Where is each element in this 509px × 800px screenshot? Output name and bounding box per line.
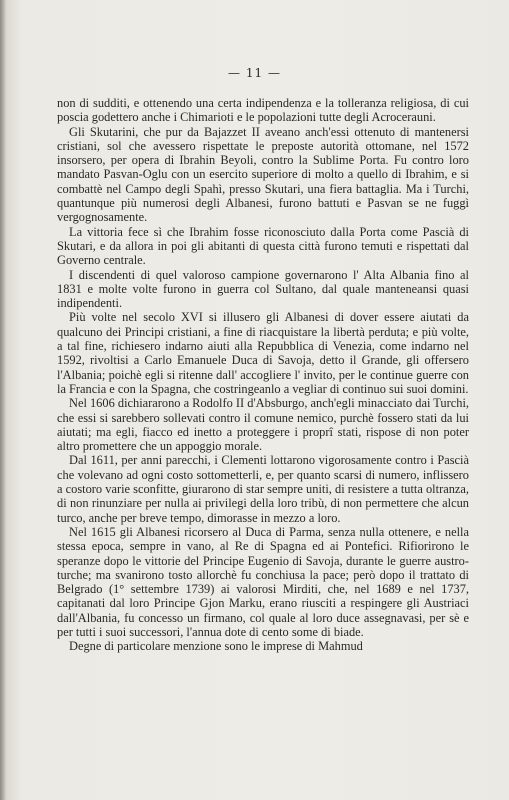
paragraph: La vittoria fece sì che Ibrahim fosse riconosciuto dalla Porta come Pascià di Skutari, e da allora in poi gli abitanti di questa città furono temuti e rispettati dal Governo centrale. [57,224,469,268]
body-text [57,96,469,654]
paragraph: non di sudditi, e ottenendo una certa indipendenza e la tolleranza religiosa, di cui poscia godettero anche i Chimarioti e le popolazioni tutte degli Acrocerauni. [57,96,469,125]
paragraph: Dal 1611, per anni parecchi, i Clementi lottarono vigorosamente contro i Pascià che volevano ad ogni costo sottometterli, e, per quanto scarsi di numero, inflissero a costoro varie sconfitte, giurarono di star sempre uniti, di resistere a tutta oltranza, di non rinunziare per nulla ai privilegi della loro tribù, di non permettere che alcun turco, anche per breve tempo, dimorasse in mezzo a loro. [57,453,469,525]
paragraph: Nel 1615 gli Albanesi ricorsero al Duca di Parma, senza nulla ottenere, e nella stessa epoca, sempre in vano, al Re di Spagna ed ai Pontefici. Rifiorirono le speranze dopo le vittorie del Principe Eugenio di Savoja, durante le guerre austro-turche; ma svanirono tosto allorchè fu conchiusa la pace; però dopo il trattato di Belgrado (1° settembre 1739) ai valorosi Mirditi, che, nel 1689 e nel 1737, capitanati dal loro Principe Gjon Marku, erano riusciti a respingere gli Austriaci dall'Albania, fu concesso un firmano, col quale al loro duce assegnavasi, per sè e per tutti i suoi successori, l'annua dote di cento some di biade. [57,524,469,639]
paragraph: Gli Skutarini, che pur da Bajazzet II aveano anch'essi ottenuto di mantenersi cristiani, sol che avessero rispettate le preposte autorità ottomane, nel 1572 insorsero, per opera di Ibrahin Beyoli, contro la Sublime Porta. Fu contro loro mandato Pasvan-Oglu con un esercito superiore di molto a quello di Ibrahim, e si combattè nel Campo degli Spahì, presso Skutari, una fiera battaglia. Ma i Turchi, quantunque più numerosi degli Albanesi, furono battuti e Pasvan se ne fuggì vergognosamente. [57,124,469,225]
binding-shadow [0,0,6,800]
paragraph: Più volte nel secolo XVI si illusero gli Albanesi di dover essere aiutati da qualcuno dei Principi cristiani, a fine di riacquistare la libertà perduta; e più volte, a tal fine, richiesero indarno aiuti alla Repubblica di Venezia, come indarno nel 1592, rivoltisi a Carlo Emanuele Duca di Savoja, detto il Grande, gli offersero l'Albania; poichè egli si ritenne dall' accogliere l' invito, per le continue guerre con la Francia e con la Spagna, che costringeanlo a vegliar di continuo sui suoi domini. [57,310,469,396]
page-number: — 11 — [228,66,281,80]
paragraph: Degne di particolare menzione sono le imprese di Mahmud [69,639,363,654]
paragraph: Nel 1606 dichiararono a Rodolfo II d'Absburgo, anch'egli minacciato dai Turchi, che essi si sarebbero sollevati contro il comune nemico, purchè fossero stati da lui aiutati; ma egli, fiacco ed inetto a proteggere i proprî stati, rispose di non poter altro promettere che un appoggio morale. [57,396,469,454]
paragraph: I discendenti di quel valoroso campione governarono l' Alta Albania fino al 1831 e molte volte furono in guerra col Sultano, dal quale manteneansi quasi indipendenti. [57,267,469,311]
